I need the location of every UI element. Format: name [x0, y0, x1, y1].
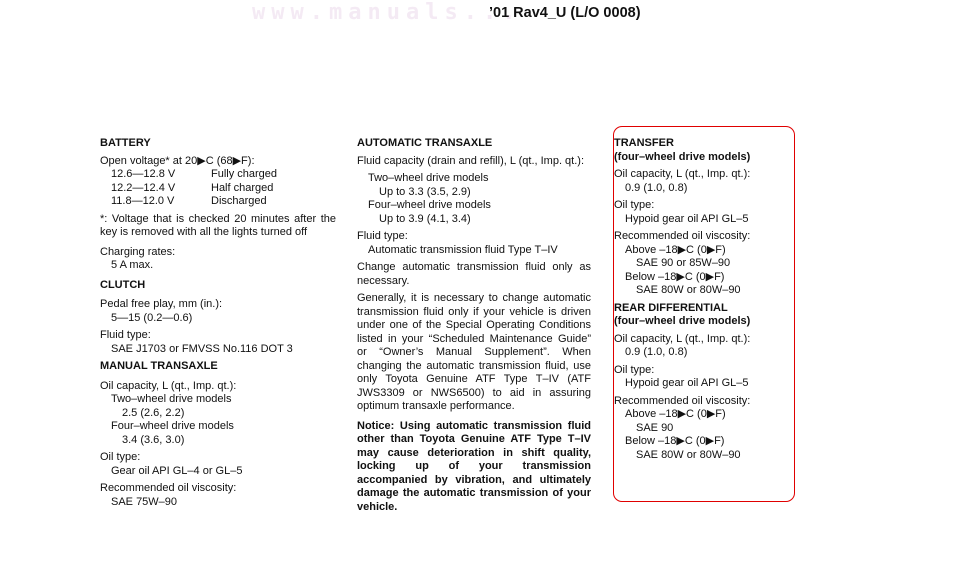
rear-diff-oil-type-label: Oil type: — [614, 363, 655, 376]
watermark: www.manuals... — [252, 0, 522, 25]
at-4wd-label: Four–wheel drive models — [368, 199, 491, 211]
rear-diff-capacity-label: Oil capacity, L (qt., Imp. qt.): — [614, 332, 751, 345]
at-notice: Notice: Using automatic transmission fluid other than Toyota Genuine ATF Type T–IV may cause deterioration in shift quality, locking up of your transmission accompanied by vibration, and ultimately damage the automatic transmission of your vehicle. — [357, 419, 591, 513]
rear-diff-below-label: Below –18▶C (0▶F) — [625, 435, 725, 447]
at-2wd-label: Two–wheel drive models — [368, 172, 489, 184]
rear-diff-heading: REAR DIFFERENTIAL — [614, 301, 728, 314]
voltage-state: Half charged — [211, 181, 274, 194]
voltage-range: 12.6—12.8 V — [111, 168, 176, 180]
rear-diff-viscosity-label: Recommended oil viscosity: — [614, 394, 751, 407]
column-middle — [357, 137, 591, 514]
battery-footnote: *: Voltage that is checked 20 minutes after the key is removed with all the lights turned off — [100, 212, 336, 238]
at-fluid-value: Automatic transmission fluid Type T–IV — [368, 243, 558, 256]
transfer-capacity-label: Oil capacity, L (qt., Imp. qt.): — [614, 168, 751, 180]
at-2wd-value: Up to 3.3 (3.5, 2.9) — [379, 185, 471, 198]
at-capacity-label: Fluid capacity (drain and refill), L (qt., Imp. qt.): — [357, 154, 585, 167]
transfer-capacity-value: 0.9 (1.0, 0.8) — [625, 181, 688, 194]
voltage-row — [100, 168, 336, 182]
pedal-label: Pedal free play, mm (in.): — [100, 298, 223, 310]
voltage-row — [100, 182, 336, 196]
at-change-note: Change automatic transmission fluid only as necessary. — [357, 261, 591, 287]
mt-2wd-label: Two–wheel drive models — [111, 393, 232, 405]
charging-label: Charging rates: — [100, 245, 176, 258]
at-4wd-value: Up to 3.9 (4.1, 3.4) — [379, 212, 471, 225]
mt-viscosity-label: Recommended oil viscosity: — [100, 482, 237, 494]
transfer-oil-type-value: Hypoid gear oil API GL–5 — [625, 212, 749, 225]
at-general-note: Generally, it is necessary to change automatic transmission fluid only if your vehicle is driven under one of the Special Operating Conditions listed in your “Scheduled Maintenance Guide” or “Owner’s Manual Supplement”. When changing the automatic transmission fluid, use only Toyota Genuine ATF Type T–IV (ATF JWS3309 or NWS6500) to aid in assuring optimum transaxle performance. — [357, 292, 591, 412]
pedal-value: 5—15 (0.2—0.6) — [111, 311, 193, 324]
open-voltage-label: Open voltage* at 20▶C (68▶F): — [100, 154, 255, 167]
battery-heading: BATTERY — [100, 137, 151, 149]
clutch-heading: CLUTCH — [100, 278, 146, 291]
mt-4wd-value: 3.4 (3.6, 3.0) — [122, 433, 185, 446]
document-title: ’01 Rav4_U (L/O 0008) — [489, 5, 641, 21]
voltage-state: Discharged — [211, 195, 267, 207]
mt-4wd-label: Four–wheel drive models — [111, 420, 234, 432]
transfer-subheading: (four–wheel drive models) — [614, 150, 751, 163]
mt-2wd-value: 2.5 (2.6, 2.2) — [122, 406, 185, 419]
voltage-range: 11.8—12.0 V — [111, 195, 175, 207]
transfer-below-value: SAE 80W or 80W–90 — [636, 284, 741, 296]
column-left — [100, 137, 336, 509]
rear-diff-capacity-value: 0.9 (1.0, 0.8) — [625, 346, 688, 358]
rear-diff-above-value: SAE 90 — [636, 421, 674, 434]
highlight-box — [613, 126, 795, 502]
mt-oil-type-label: Oil type: — [100, 451, 141, 463]
rear-diff-oil-type-value: Hypoid gear oil API GL–5 — [625, 377, 749, 389]
transfer-above-label: Above –18▶C (0▶F) — [625, 243, 726, 256]
transfer-oil-type-label: Oil type: — [614, 199, 655, 211]
transfer-below-label: Below –18▶C (0▶F) — [625, 270, 725, 283]
clutch-fluid-label: Fluid type: — [100, 329, 151, 341]
mt-capacity-label: Oil capacity, L (qt., Imp. qt.): — [100, 379, 237, 392]
rear-diff-subheading: (four–wheel drive models) — [614, 315, 751, 327]
voltage-state: Fully charged — [211, 168, 278, 180]
voltage-range: 12.2—12.4 V — [111, 181, 176, 194]
mt-oil-type-value: Gear oil API GL–4 or GL–5 — [111, 464, 243, 477]
automatic-transaxle-heading: AUTOMATIC TRANSAXLE — [357, 137, 493, 149]
manual-transaxle-heading: MANUAL TRANSAXLE — [100, 360, 218, 372]
rear-diff-above-label: Above –18▶C (0▶F) — [625, 408, 726, 420]
charging-value: 5 A max. — [111, 259, 154, 271]
transfer-viscosity-label: Recommended oil viscosity: — [614, 230, 751, 242]
transfer-heading: TRANSFER — [614, 137, 674, 149]
clutch-fluid-value: SAE J1703 or FMVSS No.116 DOT 3 — [111, 342, 293, 355]
mt-viscosity-value: SAE 75W–90 — [111, 495, 178, 508]
transfer-above-value: SAE 90 or 85W–90 — [636, 257, 731, 269]
rear-diff-below-value: SAE 80W or 80W–90 — [636, 448, 741, 461]
voltage-row — [100, 195, 336, 209]
at-fluid-label: Fluid type: — [357, 230, 408, 242]
